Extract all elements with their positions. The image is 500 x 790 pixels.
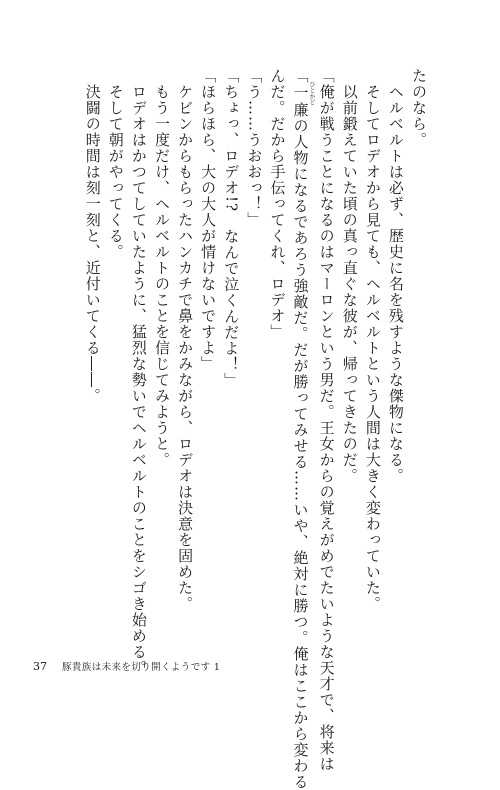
- text-line-2: ヘルベルトは必ず、歴史に名を残すような傑物になる。: [386, 68, 405, 484]
- page-footer: [33, 661, 220, 674]
- text-line-10: 「ほらほら、大の大人が情けないですよ」: [199, 68, 218, 372]
- page-number: 37: [33, 660, 47, 673]
- ruby-base: 一: [291, 81, 310, 105]
- ruby-reading: ひとかど: [308, 81, 316, 105]
- text-line-13: ロデオはかつてしていたように、猛烈な勢いでヘルベルトのことをシゴき始める。: [129, 68, 148, 676]
- text-line-7: んだ。だから手伝ってくれ、ロデオ」: [268, 68, 287, 340]
- text-line-1: たのなら。: [410, 68, 428, 148]
- text-line-14: そして朝がやってくる。: [106, 68, 125, 260]
- text-line-8: 「う……うおおっ！」: [245, 68, 264, 228]
- text-line-5: 「俺が戦うことになるのはマーロンという男だ。王女からの覚えがめでたいような天才で、将来は: [317, 68, 336, 772]
- text-line-11: ケビンからもらったハンカチで鼻をかみながら、ロデオは決意を固めた。: [176, 68, 195, 612]
- text-line-6: [288, 68, 316, 790]
- ruby-word: [291, 81, 316, 105]
- line-prefix: 「: [291, 68, 310, 84]
- running-title: 豚貴族は未来を切り開くようです 1: [62, 662, 221, 673]
- text-line-3: そしてロデオから見ても、ヘルベルトという人間は大きく変わっていた。: [363, 68, 382, 612]
- line-rest: 廉の人物になるであろう強敵だ。だが勝ってみせる……いや、絶対に勝つ。俺はここから変わる: [291, 102, 310, 790]
- text-line-15: 決闘の時間は刻一刻と、近付いてくる――。: [83, 68, 102, 404]
- text-line-4: 以前鍛えていた頃の真っ直ぐな彼が、帰ってきたのだ。: [340, 68, 359, 484]
- text-line-12: もう一度だけ、ヘルベルトのことを信じてみようと。: [152, 68, 171, 468]
- text-line-9: 「ちょっ、ロデオ!? なんで泣くんだよ！」: [222, 68, 241, 389]
